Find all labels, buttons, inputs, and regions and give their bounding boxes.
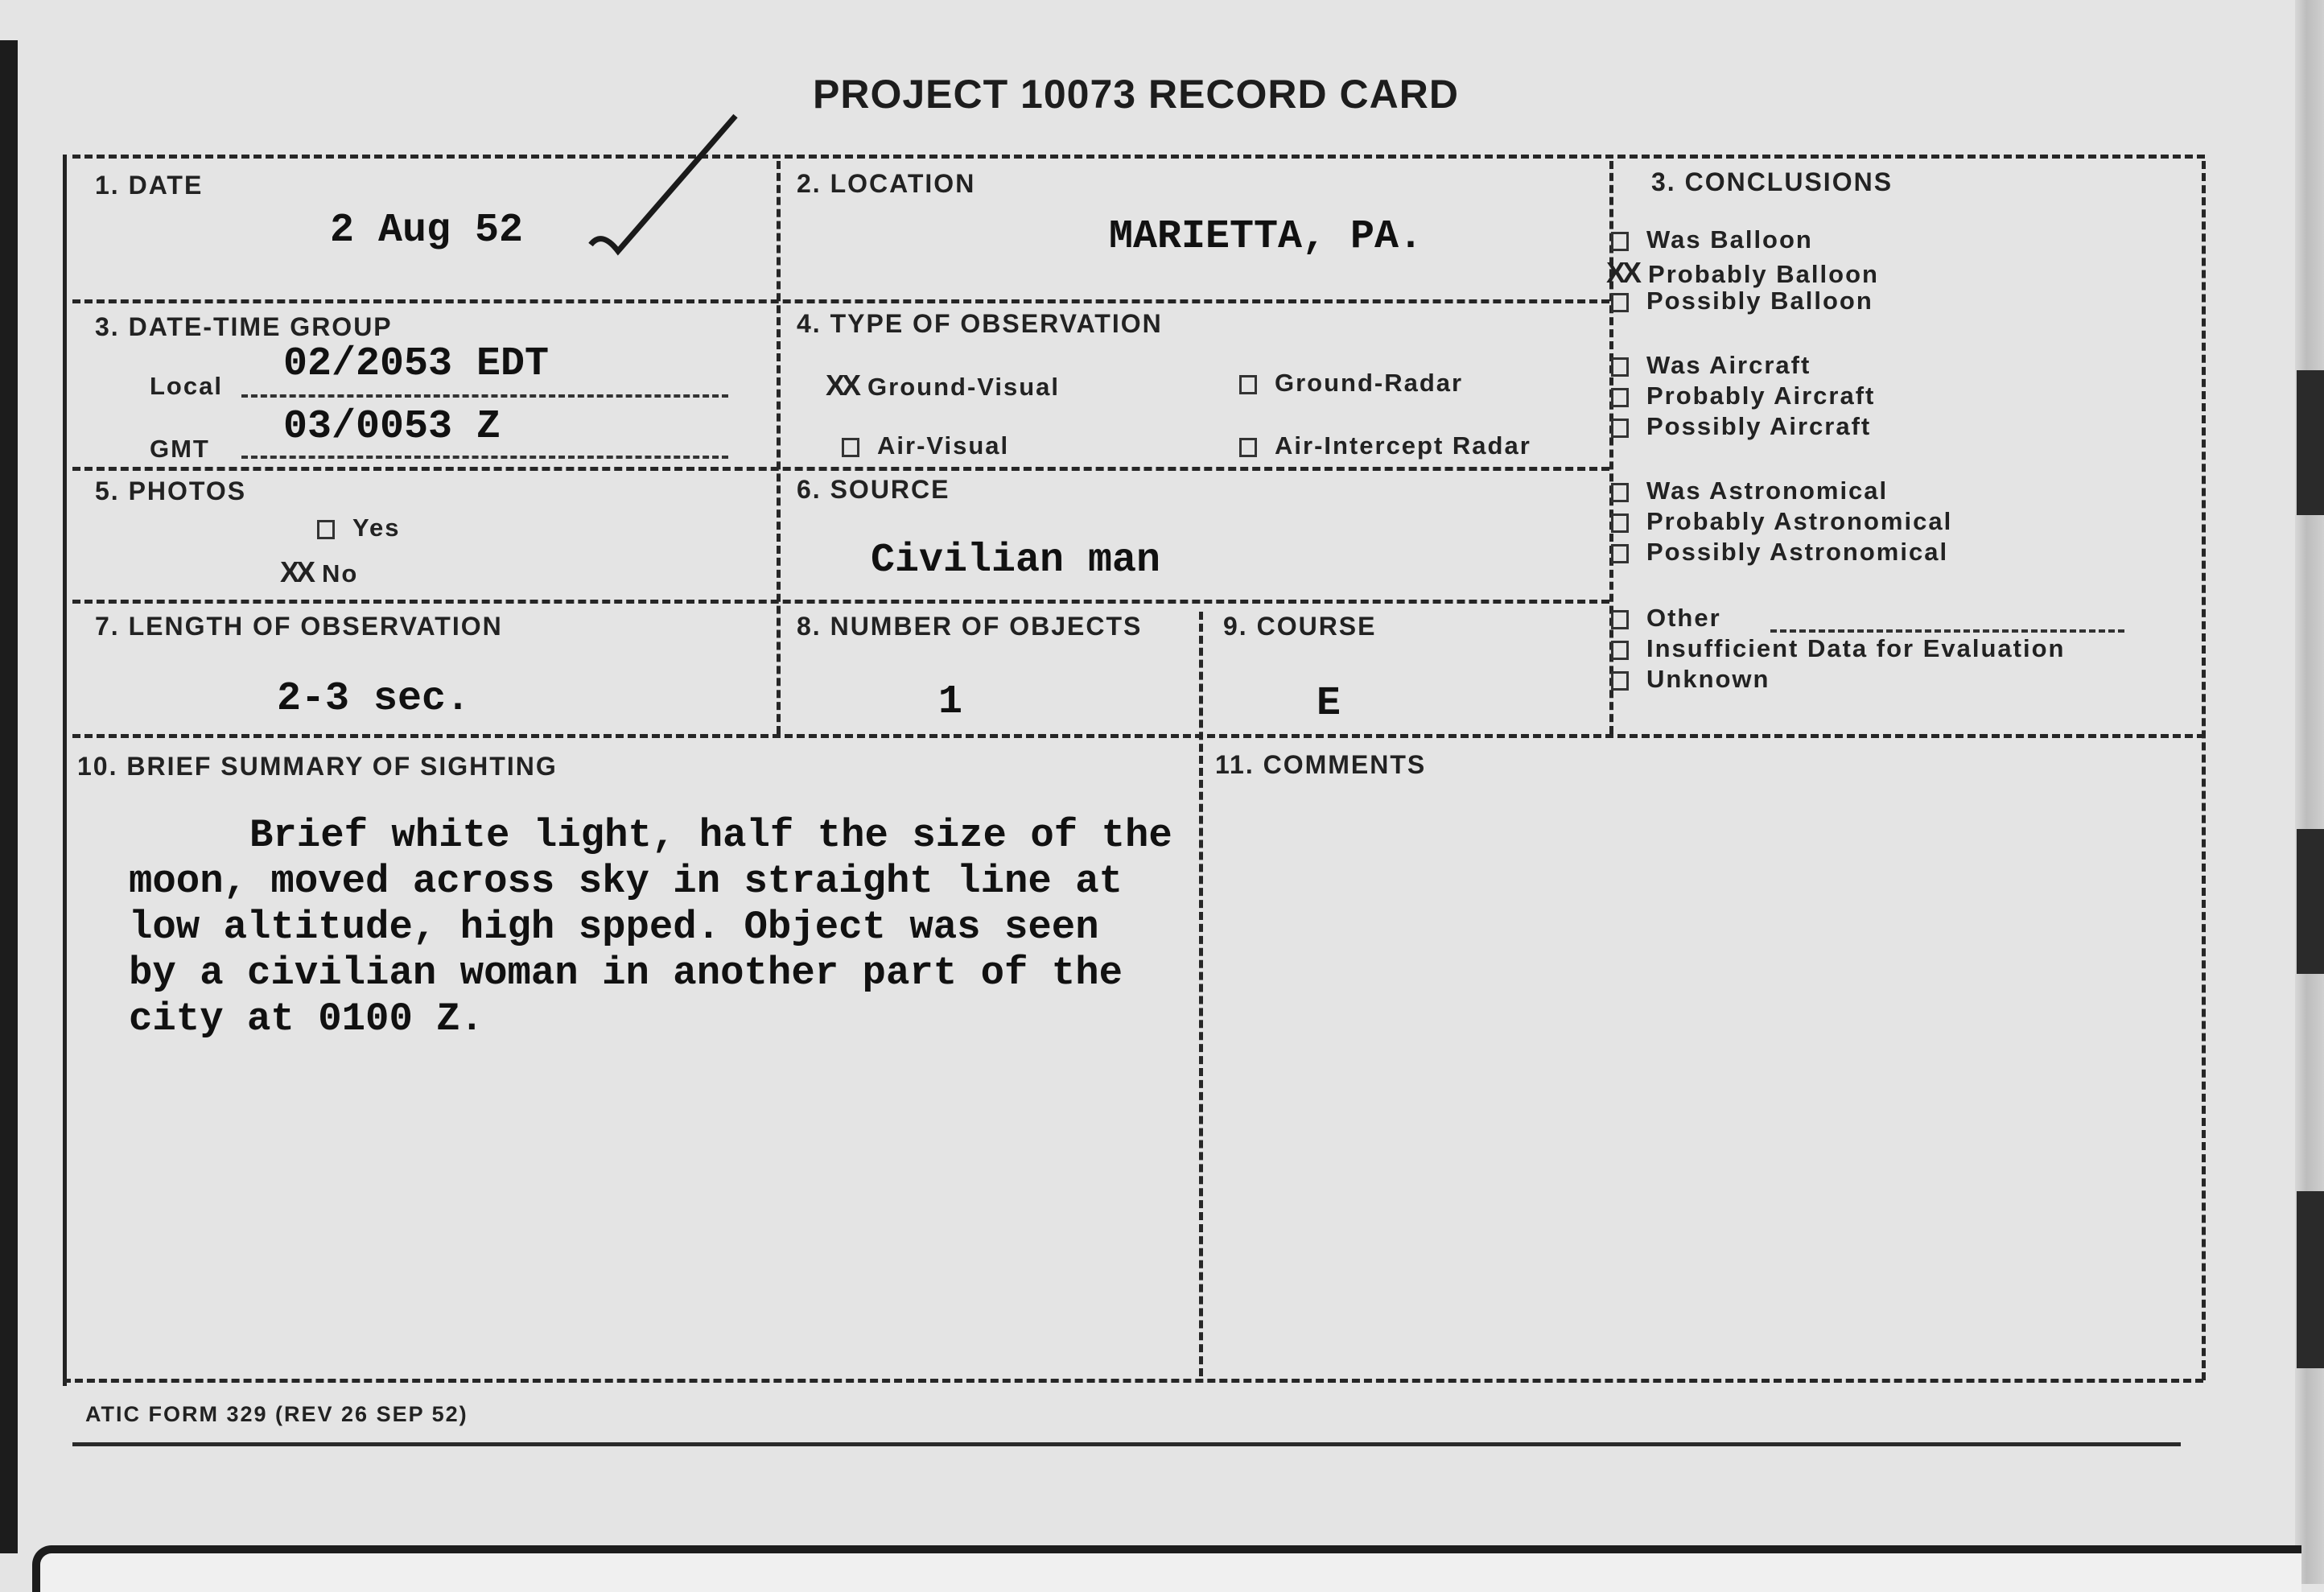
number-of-objects-label: 8. NUMBER OF OBJECTS	[797, 612, 1143, 641]
summary-line: moon, moved across sky in straight line at	[129, 859, 1123, 904]
row-divider	[72, 734, 2205, 738]
checkbox-icon	[1611, 357, 1629, 377]
conclusion-probably-balloon: XX Probably Balloon	[1606, 256, 1879, 289]
checkbox-icon	[1611, 641, 1629, 660]
observation-air-intercept-radar: Air-Intercept Radar	[1239, 431, 1531, 460]
checkbox-icon	[1611, 419, 1629, 438]
scan-edge-bottom	[32, 1545, 2301, 1592]
checkbox-icon	[1611, 232, 1629, 251]
summary-line: by a civilian woman in another part of the	[129, 951, 1123, 996]
location-label: 2. LOCATION	[797, 169, 976, 198]
other-blank	[1770, 629, 2124, 633]
checkbox-icon	[1239, 438, 1257, 457]
row-divider	[72, 467, 1609, 471]
conclusion-other: Other	[1611, 604, 1721, 633]
scan-edge-left	[0, 40, 18, 1553]
conclusion-was-aircraft: Was Aircraft	[1611, 351, 1811, 380]
column-divider	[1199, 612, 1203, 1376]
top-rule	[72, 155, 2205, 159]
conclusion-unknown: Unknown	[1611, 665, 1770, 694]
photos-yes: Yes	[317, 513, 400, 542]
binder-tab	[2297, 370, 2324, 515]
card-title: PROJECT 10073 RECORD CARD	[813, 72, 1459, 117]
row-divider	[72, 299, 1609, 303]
summary-line: low altitude, high spped. Object was seen	[129, 905, 1099, 950]
gmt-underline	[241, 456, 728, 459]
card-frame	[63, 155, 67, 1386]
x-mark-icon: XX	[280, 555, 313, 588]
x-mark-icon: XX	[1606, 256, 1639, 289]
conclusion-possibly-aircraft: Possibly Aircraft	[1611, 412, 1871, 441]
summary-line: city at 0100 Z.	[129, 996, 484, 1041]
observation-ground-visual: XX Ground-Visual	[826, 369, 1061, 402]
conclusion-probably-aircraft: Probably Aircraft	[1611, 382, 1875, 410]
conclusion-possibly-astronomical: Possibly Astronomical	[1611, 538, 1948, 567]
observation-ground-radar: Ground-Radar	[1239, 369, 1463, 398]
conclusion-was-astronomical: Was Astronomical	[1611, 476, 1888, 505]
length-label: 7. LENGTH OF OBSERVATION	[95, 612, 503, 641]
checkbox-icon	[1239, 375, 1257, 394]
conclusions-label: 3. CONCLUSIONS	[1651, 167, 1893, 196]
summary-line: Brief white light, half the size of the	[249, 813, 1172, 858]
checkbox-icon	[1611, 513, 1629, 533]
x-mark-icon: XX	[826, 369, 859, 402]
summary-label: 10. BRIEF SUMMARY OF SIGHTING	[77, 752, 558, 781]
binder-tab	[2297, 1191, 2324, 1368]
footer-rule	[72, 1442, 2181, 1446]
conclusion-probably-astronomical: Probably Astronomical	[1611, 507, 1952, 536]
observation-type-label: 4. TYPE OF OBSERVATION	[797, 309, 1163, 338]
checkbox-icon	[1611, 483, 1629, 502]
photos-label: 5. PHOTOS	[95, 476, 247, 505]
binder-tab	[2297, 829, 2324, 974]
course-value: E	[1317, 681, 1341, 727]
bottom-rule	[63, 1379, 2203, 1383]
conclusion-possibly-balloon: Possibly Balloon	[1611, 287, 1873, 316]
source-label: 6. SOURCE	[797, 475, 950, 504]
local-label: Local	[150, 372, 223, 400]
summary-text	[129, 813, 1191, 1042]
checkbox-icon	[1611, 388, 1629, 407]
photos-no: XX No	[280, 555, 359, 588]
checkbox-icon	[1611, 610, 1629, 629]
check-mark	[586, 109, 747, 262]
checkbox-icon	[1611, 293, 1629, 312]
checkbox-icon	[842, 438, 859, 457]
location-value: MARIETTA, PA.	[1109, 214, 1424, 260]
row-divider	[72, 600, 1609, 604]
local-underline	[241, 394, 728, 398]
conclusion-was-balloon: Was Balloon	[1611, 225, 1813, 254]
checkbox-icon	[1611, 544, 1629, 563]
gmt-label: GMT	[150, 435, 210, 463]
checkbox-icon	[1611, 671, 1629, 691]
length-value: 2-3 sec.	[277, 676, 471, 722]
right-edge	[2202, 161, 2206, 1380]
observation-air-visual: Air-Visual	[842, 431, 1009, 460]
number-of-objects-value: 1	[938, 679, 963, 725]
date-label: 1. DATE	[95, 171, 204, 200]
local-time-value: 02/2053 EDT	[283, 341, 550, 387]
checkbox-icon	[317, 520, 335, 539]
source-value: Civilian man	[871, 538, 1161, 584]
column-divider	[777, 161, 781, 734]
course-label: 9. COURSE	[1223, 612, 1377, 641]
conclusion-insufficient-data: Insufficient Data for Evaluation	[1611, 634, 2065, 663]
comments-label: 11. COMMENTS	[1215, 750, 1427, 779]
date-value: 2 Aug 52	[330, 208, 524, 254]
date-time-group-label: 3. DATE-TIME GROUP	[95, 312, 393, 341]
form-id: ATIC FORM 329 (REV 26 SEP 52)	[85, 1402, 468, 1426]
gmt-time-value: 03/0053 Z	[283, 404, 501, 450]
